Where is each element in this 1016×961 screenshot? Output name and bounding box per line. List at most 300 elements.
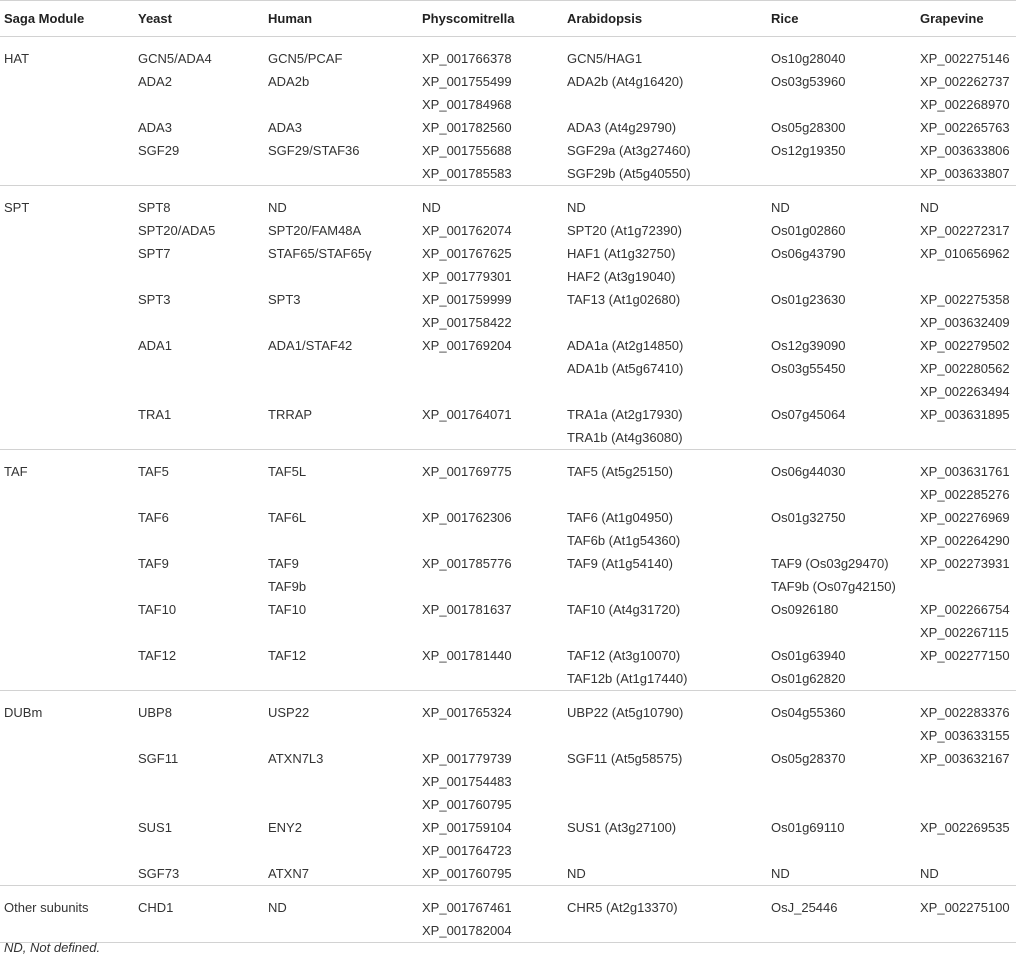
rice-cell <box>767 793 916 816</box>
grapevine-cell: XP_002266754 <box>920 602 1010 617</box>
module-cell-empty <box>0 793 134 816</box>
header-row <box>0 1 1016 37</box>
human-cell: ND <box>268 900 287 915</box>
table-row <box>0 139 1016 162</box>
rice-cell: TAF9b (Os07g42150) <box>771 579 896 594</box>
module-cell-empty <box>0 552 134 575</box>
arabidopsis-cell: UBP22 (At5g10790) <box>567 705 684 720</box>
physcomitrella-cell <box>418 426 563 450</box>
rice-cell <box>767 483 916 506</box>
arabidopsis-cell: HAF1 (At1g32750) <box>567 246 676 261</box>
rice-cell <box>767 919 916 943</box>
table-row <box>0 644 1016 667</box>
module-cell-empty <box>0 506 134 529</box>
rice-cell: Os03g55450 <box>771 361 846 376</box>
footnote: ND, Not defined. <box>4 940 101 955</box>
table-row <box>0 186 1016 220</box>
human-cell <box>264 770 418 793</box>
module-cell: HAT <box>4 51 30 66</box>
rice-cell: Os12g39090 <box>771 338 846 353</box>
grapevine-cell: XP_002275100 <box>920 900 1010 915</box>
table-row <box>0 116 1016 139</box>
arabidopsis-cell: TAF13 (At1g02680) <box>567 292 681 307</box>
rice-cell: Os12g19350 <box>771 143 846 158</box>
grapevine-cell: XP_002269535 <box>920 820 1010 835</box>
grapevine-cell <box>916 667 1016 691</box>
rice-cell: Os05g28300 <box>771 120 846 135</box>
module-cell-empty <box>0 357 134 380</box>
arabidopsis-cell: ND <box>563 862 767 886</box>
grapevine-cell <box>916 793 1016 816</box>
table-row <box>0 403 1016 426</box>
module-cell: DUBm <box>4 705 43 720</box>
yeast-cell: ADA2 <box>138 74 172 89</box>
arabidopsis-cell: SGF11 (At5g58575) <box>567 751 683 766</box>
human-cell: USP22 <box>268 705 310 720</box>
yeast-cell <box>134 724 264 747</box>
human-cell <box>264 621 418 644</box>
physcomitrella-cell: XP_001781440 <box>422 648 512 663</box>
human-cell: TAF9b <box>268 579 307 594</box>
module-cell-empty <box>0 598 134 621</box>
header-human: Human <box>264 1 418 37</box>
arabidopsis-cell: ADA1b (At5g67410) <box>567 361 684 376</box>
rice-cell: Os07g45064 <box>771 407 846 422</box>
table-row <box>0 886 1016 920</box>
arabidopsis-cell <box>563 93 767 116</box>
table-row <box>0 747 1016 770</box>
table-row <box>0 162 1016 186</box>
yeast-cell <box>134 311 264 334</box>
grapevine-cell: XP_003632167 <box>920 751 1010 766</box>
arabidopsis-cell: SGF29b (At5g40550) <box>563 162 767 186</box>
module-cell-empty <box>0 862 134 886</box>
module-cell: TAF <box>4 464 28 479</box>
rice-cell: ND <box>767 862 916 886</box>
physcomitrella-cell: XP_001754483 <box>422 774 512 789</box>
grapevine-cell: XP_002272317 <box>920 223 1010 238</box>
module-cell-empty <box>0 724 134 747</box>
module-cell-empty <box>0 529 134 552</box>
rice-cell: Os05g28370 <box>771 751 846 766</box>
arabidopsis-cell <box>563 380 767 403</box>
physcomitrella-cell: XP_001759104 <box>422 820 512 835</box>
rice-cell: Os01g62820 <box>767 667 916 691</box>
physcomitrella-cell: XP_001767461 <box>422 900 512 915</box>
table-row <box>0 483 1016 506</box>
rice-cell <box>767 93 916 116</box>
module-cell-empty <box>0 667 134 691</box>
table-row <box>0 839 1016 862</box>
rice-cell: Os01g02860 <box>771 223 846 238</box>
yeast-cell: TRA1 <box>138 407 172 422</box>
human-cell: ENY2 <box>268 820 302 835</box>
arabidopsis-cell: TRA1a (At2g17930) <box>567 407 683 422</box>
module-cell-empty <box>0 265 134 288</box>
grapevine-cell: XP_003631761 <box>920 464 1010 479</box>
yeast-cell: SPT8 <box>138 200 171 215</box>
human-cell <box>264 724 418 747</box>
yeast-cell <box>134 529 264 552</box>
yeast-cell: SGF11 <box>138 751 179 766</box>
human-cell <box>264 793 418 816</box>
module-cell-empty <box>0 575 134 598</box>
human-cell <box>264 839 418 862</box>
arabidopsis-cell <box>563 839 767 862</box>
yeast-cell <box>134 667 264 691</box>
yeast-cell <box>134 839 264 862</box>
human-cell <box>264 667 418 691</box>
module-cell-empty <box>0 380 134 403</box>
table-row <box>0 724 1016 747</box>
arabidopsis-cell: SUS1 (At3g27100) <box>567 820 677 835</box>
arabidopsis-cell: CHR5 (At2g13370) <box>567 900 678 915</box>
table-row <box>0 506 1016 529</box>
physcomitrella-cell: ND <box>422 200 441 215</box>
yeast-cell: TAF5 <box>138 464 169 479</box>
rice-cell: Os03g53960 <box>771 74 846 89</box>
module-cell-empty <box>0 70 134 93</box>
grapevine-cell: XP_002276969 <box>920 510 1010 525</box>
yeast-cell: SPT7 <box>138 246 171 261</box>
human-cell <box>264 919 418 943</box>
arabidopsis-cell <box>563 793 767 816</box>
arabidopsis-cell <box>563 770 767 793</box>
yeast-cell <box>134 357 264 380</box>
rice-cell <box>767 839 916 862</box>
grapevine-cell: XP_002267115 <box>920 625 1009 640</box>
human-cell <box>264 426 418 450</box>
grapevine-cell: XP_003633807 <box>916 162 1016 186</box>
yeast-cell <box>134 483 264 506</box>
human-cell <box>264 93 418 116</box>
module-cell: Other subunits <box>4 900 89 915</box>
table-body <box>0 37 1016 943</box>
table-row <box>0 575 1016 598</box>
arabidopsis-cell: HAF2 (At3g19040) <box>567 269 676 284</box>
rice-cell: Os01g23630 <box>771 292 846 307</box>
physcomitrella-cell: XP_001766378 <box>422 51 512 66</box>
yeast-cell: GCN5/ADA4 <box>138 51 212 66</box>
physcomitrella-cell: XP_001764071 <box>422 407 512 422</box>
grapevine-cell: XP_002264290 <box>920 533 1010 548</box>
physcomitrella-cell: XP_001785776 <box>422 556 512 571</box>
yeast-cell: UBP8 <box>138 705 172 720</box>
arabidopsis-cell: TAF12 (At3g10070) <box>567 648 681 663</box>
arabidopsis-cell <box>563 483 767 506</box>
grapevine-cell: XP_002279502 <box>920 338 1010 353</box>
arabidopsis-cell <box>563 724 767 747</box>
arabidopsis-cell <box>563 621 767 644</box>
grapevine-cell: XP_002275146 <box>920 51 1010 66</box>
header-saga-module: Saga Module <box>0 1 134 37</box>
yeast-cell <box>134 793 264 816</box>
module-cell-empty <box>0 162 134 186</box>
arabidopsis-cell: GCN5/HAG1 <box>567 51 643 66</box>
table-row <box>0 288 1016 311</box>
human-cell: TAF6L <box>268 510 307 525</box>
physcomitrella-cell: XP_001755499 <box>422 74 512 89</box>
rice-cell: Os0926180 <box>771 602 839 617</box>
human-cell: TRRAP <box>268 407 313 422</box>
grapevine-cell: XP_002275358 <box>920 292 1010 307</box>
yeast-cell <box>134 265 264 288</box>
rice-cell <box>767 162 916 186</box>
yeast-cell: TAF12 <box>138 648 177 663</box>
yeast-cell <box>134 919 264 943</box>
grapevine-cell <box>916 426 1016 450</box>
arabidopsis-cell: ADA3 (At4g29790) <box>567 120 677 135</box>
grapevine-cell: XP_002263494 <box>920 384 1010 399</box>
rice-cell <box>767 311 916 334</box>
arabidopsis-cell: TAF12b (At1g17440) <box>563 667 767 691</box>
table-row <box>0 357 1016 380</box>
table-row <box>0 667 1016 691</box>
table-row <box>0 380 1016 403</box>
physcomitrella-cell: XP_001762074 <box>422 223 512 238</box>
physcomitrella-cell: XP_001781637 <box>422 602 512 617</box>
yeast-cell <box>134 93 264 116</box>
physcomitrella-cell: XP_001769775 <box>422 464 512 479</box>
human-cell <box>264 380 418 403</box>
table-row <box>0 311 1016 334</box>
arabidopsis-cell: ND <box>567 200 586 215</box>
grapevine-cell <box>916 770 1016 793</box>
table-row <box>0 70 1016 93</box>
module-cell-empty <box>0 426 134 450</box>
arabidopsis-cell: ADA2b (At4g16420) <box>567 74 684 89</box>
yeast-cell <box>134 426 264 450</box>
physcomitrella-cell: XP_001779301 <box>422 269 512 284</box>
yeast-cell <box>134 380 264 403</box>
grapevine-cell: XP_002283376 <box>920 705 1010 720</box>
module-cell-empty <box>0 747 134 770</box>
physcomitrella-cell <box>418 357 563 380</box>
yeast-cell: SPT20/ADA5 <box>138 223 216 238</box>
yeast-cell: TAF9 <box>138 556 169 571</box>
grapevine-cell: XP_010656962 <box>920 246 1010 261</box>
arabidopsis-cell: SPT20 (At1g72390) <box>567 223 682 238</box>
arabidopsis-cell <box>563 311 767 334</box>
module-cell-empty <box>0 334 134 357</box>
arabidopsis-cell: TAF10 (At4g31720) <box>567 602 681 617</box>
yeast-cell: ADA3 <box>138 120 172 135</box>
human-cell: ND <box>268 200 287 215</box>
table-row <box>0 426 1016 450</box>
grapevine-cell <box>916 919 1016 943</box>
rice-cell: Os06g43790 <box>771 246 846 261</box>
human-cell: ATXN7 <box>264 862 418 886</box>
grapevine-cell: XP_002280562 <box>920 361 1010 376</box>
human-cell <box>264 311 418 334</box>
rice-cell <box>767 380 916 403</box>
physcomitrella-cell <box>418 724 563 747</box>
arabidopsis-cell: TAF9 (At1g54140) <box>567 556 673 571</box>
module-cell-empty <box>0 919 134 943</box>
physcomitrella-cell: XP_001764723 <box>422 843 512 858</box>
table-row <box>0 691 1016 725</box>
physcomitrella-cell: XP_001759999 <box>422 292 512 307</box>
grapevine-cell <box>916 265 1016 288</box>
human-cell: ATXN7L3 <box>268 751 324 766</box>
human-cell <box>264 265 418 288</box>
table-row <box>0 334 1016 357</box>
module-cell-empty <box>0 621 134 644</box>
physcomitrella-cell: XP_001767625 <box>422 246 512 261</box>
rice-cell <box>767 770 916 793</box>
grapevine-cell: XP_002262737 <box>920 74 1010 89</box>
arabidopsis-cell: TAF5 (At5g25150) <box>567 464 673 479</box>
rice-cell <box>767 529 916 552</box>
human-cell <box>264 483 418 506</box>
module-cell-empty <box>0 116 134 139</box>
rice-cell: Os01g69110 <box>771 820 845 835</box>
yeast-cell: SPT3 <box>138 292 171 307</box>
grapevine-cell: XP_003633806 <box>920 143 1010 158</box>
rice-cell: ND <box>771 200 790 215</box>
rice-cell: OsJ_25446 <box>771 900 838 915</box>
grapevine-cell: XP_003632409 <box>920 315 1010 330</box>
yeast-cell <box>134 621 264 644</box>
physcomitrella-cell: XP_001758422 <box>422 315 512 330</box>
grapevine-cell: XP_003633155 <box>920 728 1010 743</box>
table-row <box>0 552 1016 575</box>
human-cell: TAF5L <box>268 464 307 479</box>
grapevine-cell: XP_002277150 <box>920 648 1010 663</box>
rice-cell: Os01g32750 <box>771 510 846 525</box>
human-cell <box>264 357 418 380</box>
yeast-cell: SGF73 <box>134 862 264 886</box>
table-row <box>0 93 1016 116</box>
module-cell-empty <box>0 311 134 334</box>
module-cell-empty <box>0 403 134 426</box>
grapevine-cell: ND <box>916 862 1016 886</box>
physcomitrella-cell <box>418 483 563 506</box>
human-cell: TAF9 <box>268 556 299 571</box>
table-row <box>0 219 1016 242</box>
rice-cell: Os06g44030 <box>771 464 846 479</box>
grapevine-cell <box>916 839 1016 862</box>
grapevine-cell <box>916 575 1016 598</box>
module-cell-empty <box>0 288 134 311</box>
arabidopsis-cell: TAF6 (At1g04950) <box>567 510 673 525</box>
module-cell-empty <box>0 139 134 162</box>
physcomitrella-cell: XP_001762306 <box>422 510 512 525</box>
table-row <box>0 816 1016 839</box>
human-cell <box>264 162 418 186</box>
physcomitrella-cell <box>418 575 563 598</box>
table-row <box>0 793 1016 816</box>
grapevine-cell: XP_003631895 <box>920 407 1010 422</box>
grapevine-cell: XP_002265763 <box>920 120 1010 135</box>
human-cell: SPT3 <box>268 292 301 307</box>
table-row <box>0 242 1016 265</box>
table-row <box>0 919 1016 943</box>
table-row <box>0 450 1016 484</box>
human-cell: ADA3 <box>268 120 302 135</box>
human-cell: ADA1/STAF42 <box>268 338 353 353</box>
physcomitrella-cell: XP_001765324 <box>422 705 512 720</box>
module-cell-empty <box>0 839 134 862</box>
module-cell: SPT <box>4 200 30 215</box>
physcomitrella-cell: XP_001782004 <box>418 919 563 943</box>
human-cell: STAF65/STAF65γ <box>268 246 372 261</box>
rice-cell <box>767 265 916 288</box>
module-cell-empty <box>0 93 134 116</box>
module-cell-empty <box>0 219 134 242</box>
header-grapevine: Grapevine <box>916 1 1016 37</box>
yeast-cell: TAF6 <box>138 510 169 525</box>
arabidopsis-cell <box>563 575 767 598</box>
human-cell: SPT20/FAM48A <box>268 223 362 238</box>
table-row <box>0 265 1016 288</box>
physcomitrella-cell: XP_001760795 <box>418 862 563 886</box>
table-row <box>0 529 1016 552</box>
human-cell: TAF10 <box>268 602 307 617</box>
yeast-cell <box>134 575 264 598</box>
yeast-cell: TAF10 <box>138 602 177 617</box>
human-cell: ADA2b <box>268 74 310 89</box>
arabidopsis-cell: ADA1a (At2g14850) <box>567 338 684 353</box>
physcomitrella-cell: XP_001784968 <box>422 97 512 112</box>
physcomitrella-cell: XP_001782560 <box>422 120 512 135</box>
arabidopsis-cell: TAF6b (At1g54360) <box>567 533 681 548</box>
arabidopsis-cell: TRA1b (At4g36080) <box>563 426 767 450</box>
grapevine-cell: XP_002285276 <box>920 487 1010 502</box>
yeast-cell: ADA1 <box>138 338 172 353</box>
header-rice: Rice <box>767 1 916 37</box>
arabidopsis-cell <box>563 919 767 943</box>
physcomitrella-cell: XP_001785583 <box>418 162 563 186</box>
module-cell-empty <box>0 816 134 839</box>
yeast-cell: SUS1 <box>138 820 172 835</box>
header-physcomitrella: Physcomitrella <box>418 1 563 37</box>
module-cell-empty <box>0 242 134 265</box>
physcomitrella-cell <box>418 621 563 644</box>
yeast-cell: SGF29 <box>138 143 180 158</box>
rice-cell: Os01g63940 <box>771 648 846 663</box>
table-row <box>0 598 1016 621</box>
human-cell: GCN5/PCAF <box>268 51 343 66</box>
module-cell-empty <box>0 644 134 667</box>
physcomitrella-cell <box>418 667 563 691</box>
human-cell: SGF29/STAF36 <box>268 143 360 158</box>
grapevine-cell: ND <box>920 200 939 215</box>
human-cell <box>264 529 418 552</box>
human-cell: TAF12 <box>268 648 307 663</box>
rice-cell: Os04g55360 <box>771 705 846 720</box>
module-cell-empty <box>0 483 134 506</box>
rice-cell <box>767 724 916 747</box>
rice-cell <box>767 426 916 450</box>
rice-cell <box>767 621 916 644</box>
physcomitrella-cell: XP_001760795 <box>422 797 512 812</box>
grapevine-cell: XP_002273931 <box>920 556 1010 571</box>
physcomitrella-cell: XP_001769204 <box>422 338 512 353</box>
physcomitrella-cell <box>418 529 563 552</box>
yeast-cell <box>134 162 264 186</box>
arabidopsis-cell: SGF29a (At3g27460) <box>567 143 691 158</box>
physcomitrella-cell: XP_001755688 <box>422 143 512 158</box>
table-row <box>0 37 1016 71</box>
table-row <box>0 770 1016 793</box>
rice-cell: Os10g28040 <box>771 51 846 66</box>
yeast-cell: CHD1 <box>138 900 174 915</box>
module-cell-empty <box>0 770 134 793</box>
physcomitrella-cell <box>418 380 563 403</box>
rice-cell: TAF9 (Os03g29470) <box>771 556 889 571</box>
yeast-cell <box>134 770 264 793</box>
